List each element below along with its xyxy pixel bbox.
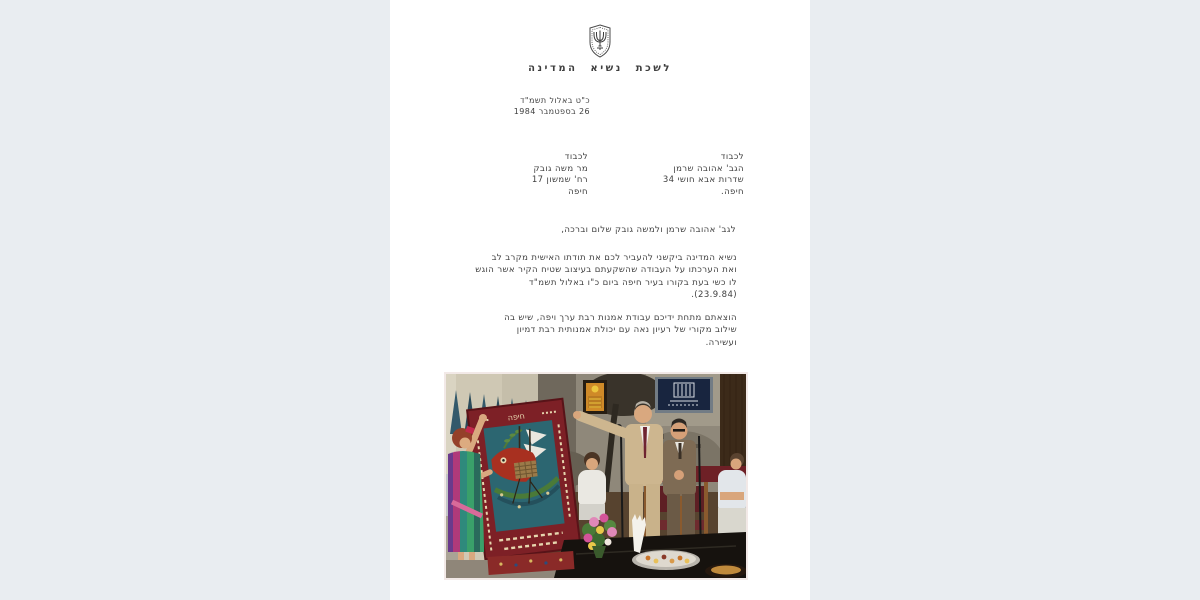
body-line: שילוב מקורי של רעיון נאה עם יכולת אמנותית רבת דמיון xyxy=(516,325,737,336)
orange-plaque xyxy=(583,380,607,414)
body-paragraph-1 xyxy=(433,252,737,301)
navy-plaque xyxy=(655,377,713,413)
recipient-name: הגב' אהובה שרמן xyxy=(673,163,744,174)
recipient-honorific: לכבוד xyxy=(564,152,588,162)
hebrew-date: כ"ט באלול תשמ"ד xyxy=(520,96,590,105)
food-pan xyxy=(705,564,746,578)
body-line: ועשירה. xyxy=(705,337,737,348)
greeting-line: לגב' אהובה שרמן ולמשה גובק שלום וברכה, xyxy=(561,225,736,235)
recipient-honorific: לכבוד xyxy=(720,152,744,162)
recipient-city: חיפה xyxy=(568,186,588,197)
recipient-block-sherman xyxy=(663,152,744,198)
pastry-tray xyxy=(632,550,700,570)
body-line: הוצאתם מתחת ידיכם עבודת אמנות רבת ערך ויפה, שיש בה xyxy=(504,313,737,323)
letterhead-title: לשכת נשיא המדינה xyxy=(528,63,672,74)
tapestry-lettering: חיפה xyxy=(507,411,526,423)
body-paragraph-2 xyxy=(433,312,737,349)
body-line: (23.9.84). xyxy=(691,289,737,300)
recipient-block-gobek xyxy=(532,152,588,198)
recipient-street: רח' שמשון 17 xyxy=(531,175,588,185)
recipient-street: שדרות אבא חושי 34 xyxy=(662,175,744,185)
dateline xyxy=(514,95,590,117)
recipient-city: חיפה. xyxy=(720,186,744,197)
body-line: נשיא המדינה ביקשני להעביר לכם את תודתו האישית מקרב לב xyxy=(491,253,737,263)
israel-state-emblem-icon xyxy=(588,24,612,58)
body-line: ואת הערכתו על העבודה שהשקעתם בעיצוב שטיח הקיר אשר הוגש xyxy=(475,265,737,276)
body-line: לו כשי בעת בקורו בעיר חיפה ביום כ"ו באלול תשמ"ד xyxy=(528,277,737,288)
letter-page xyxy=(390,0,810,600)
ceremony-photograph xyxy=(444,372,748,580)
civil-date: 26 בספטמבר 1984 xyxy=(513,107,590,116)
recipient-name: מר משה גובק xyxy=(533,163,588,174)
